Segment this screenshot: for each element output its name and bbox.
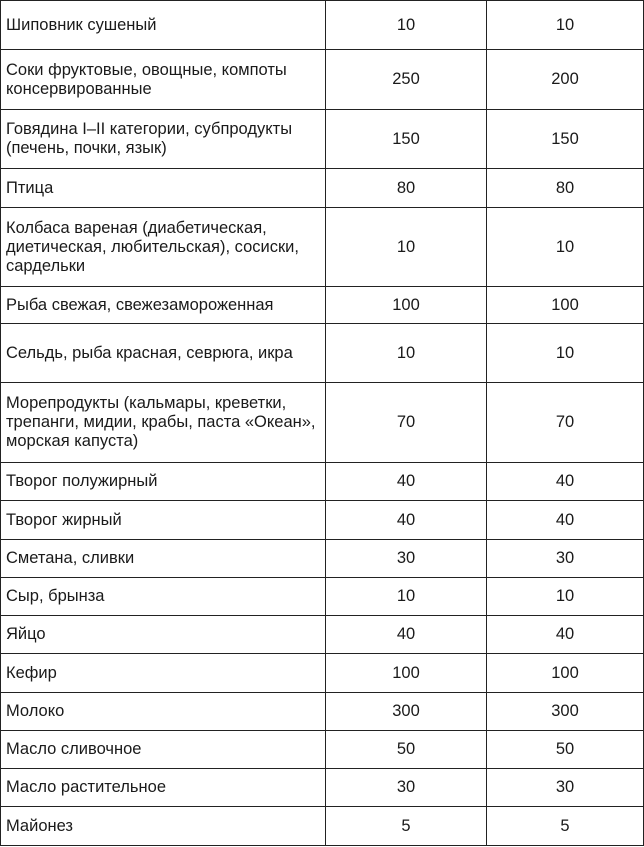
table-row	[1, 769, 644, 807]
table-row	[1, 578, 644, 616]
value-cell-2: 40	[487, 501, 644, 540]
value-cell-2: 100	[487, 654, 644, 693]
table-row	[1, 208, 644, 287]
table-row	[1, 501, 644, 540]
product-name-cell: Сельдь, рыба красная, севрюга, икра	[1, 324, 326, 383]
value-cell-2: 10	[487, 324, 644, 383]
value-cell-1: 300	[326, 693, 487, 731]
product-name-cell: Творог полужирный	[1, 463, 326, 501]
product-name-cell: Сыр, брынза	[1, 578, 326, 616]
value-cell-2: 30	[487, 769, 644, 807]
value-cell-1: 30	[326, 540, 487, 578]
value-cell-2: 10	[487, 1, 644, 50]
value-cell-1: 10	[326, 324, 487, 383]
value-cell-1: 100	[326, 654, 487, 693]
product-name-cell: Масло растительное	[1, 769, 326, 807]
product-name-cell: Майонез	[1, 807, 326, 846]
table-row	[1, 731, 644, 769]
table-row	[1, 383, 644, 463]
value-cell-2: 30	[487, 540, 644, 578]
value-cell-2: 200	[487, 50, 644, 110]
value-cell-1: 40	[326, 616, 487, 654]
product-name-cell: Сметана, сливки	[1, 540, 326, 578]
table-row	[1, 110, 644, 169]
product-name-cell: Творог жирный	[1, 501, 326, 540]
product-name-cell: Соки фруктовые, овощные, компоты консервированные	[1, 50, 326, 110]
product-name-cell: Колбаса вареная (диабетическая, диетическая, любительская), сосиски, сардельки	[1, 208, 326, 287]
value-cell-1: 100	[326, 287, 487, 324]
table-row	[1, 324, 644, 383]
value-cell-2: 50	[487, 731, 644, 769]
product-name-cell: Кефир	[1, 654, 326, 693]
value-cell-1: 150	[326, 110, 487, 169]
value-cell-1: 10	[326, 578, 487, 616]
table-row	[1, 169, 644, 208]
value-cell-2: 10	[487, 578, 644, 616]
product-name-cell: Птица	[1, 169, 326, 208]
value-cell-2: 10	[487, 208, 644, 287]
value-cell-2: 40	[487, 463, 644, 501]
product-name-cell: Шиповник сушеный	[1, 1, 326, 50]
value-cell-1: 10	[326, 208, 487, 287]
value-cell-2: 70	[487, 383, 644, 463]
value-cell-2: 150	[487, 110, 644, 169]
table-row	[1, 693, 644, 731]
table-row	[1, 654, 644, 693]
table-row	[1, 1, 644, 50]
value-cell-1: 30	[326, 769, 487, 807]
value-cell-1: 50	[326, 731, 487, 769]
value-cell-1: 40	[326, 463, 487, 501]
product-name-cell: Яйцо	[1, 616, 326, 654]
table-row	[1, 50, 644, 110]
value-cell-2: 100	[487, 287, 644, 324]
value-cell-1: 10	[326, 1, 487, 50]
table-row	[1, 540, 644, 578]
value-cell-1: 80	[326, 169, 487, 208]
product-name-cell: Говядина I–II категории, субпродукты (печень, почки, язык)	[1, 110, 326, 169]
value-cell-2: 80	[487, 169, 644, 208]
table-row	[1, 807, 644, 846]
table-row	[1, 287, 644, 324]
value-cell-1: 5	[326, 807, 487, 846]
value-cell-2: 40	[487, 616, 644, 654]
table-row	[1, 616, 644, 654]
value-cell-2: 300	[487, 693, 644, 731]
product-name-cell: Рыба свежая, свежезамороженная	[1, 287, 326, 324]
product-name-cell: Молоко	[1, 693, 326, 731]
product-name-cell: Масло сливочное	[1, 731, 326, 769]
value-cell-1: 250	[326, 50, 487, 110]
value-cell-2: 5	[487, 807, 644, 846]
table-row	[1, 463, 644, 501]
value-cell-1: 40	[326, 501, 487, 540]
product-name-cell: Морепродукты (кальмары, креветки, трепанги, мидии, крабы, паста «Океан», морская капуста)	[1, 383, 326, 463]
value-cell-1: 70	[326, 383, 487, 463]
